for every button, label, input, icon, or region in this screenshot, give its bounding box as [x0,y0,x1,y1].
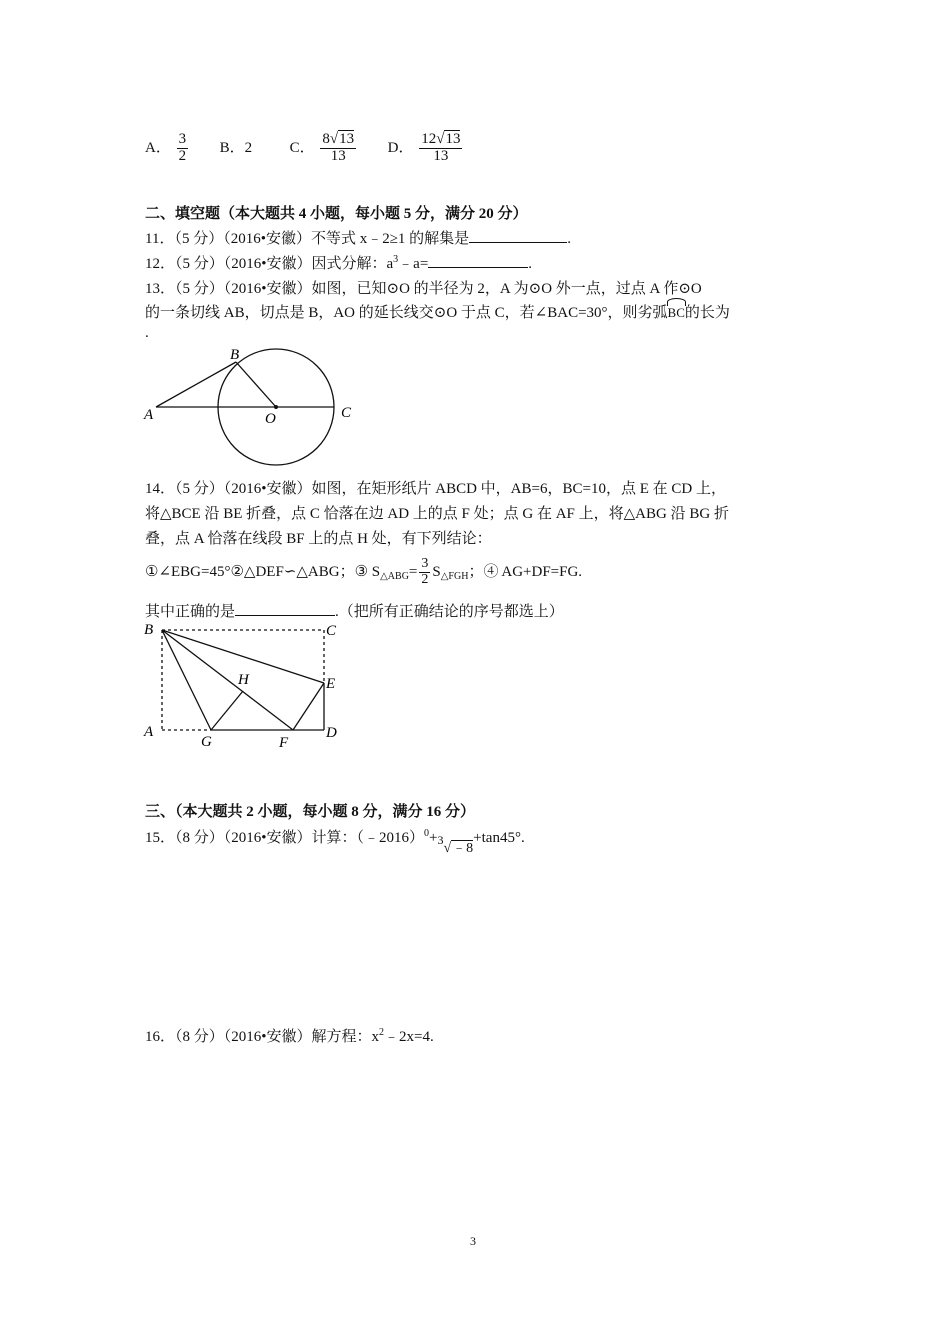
question-14-answer-line: 其中正确的是 .（把所有正确结论的序号都选上） [145,604,564,620]
label-c: C [326,623,337,639]
question-13-line-3: . [145,325,149,341]
question-16: 16．（8 分）（2016•安徽）解方程：$x^2﹣2x=4$. [145,1027,434,1045]
label-a: A [144,407,154,423]
label-f: F [279,735,289,751]
figure-13-circle-tangent [140,340,370,475]
answer-blank-14 [235,614,335,616]
label-e: E [326,676,336,692]
choice-d-fraction: $\frac{12√13}{13}$ [421,131,461,165]
label-b: B [144,622,154,638]
choice-c-fraction: $\frac{8√13}{13}$ [322,131,355,165]
choice-a-label: A． [145,140,171,156]
choice-b: B．2 [219,140,253,156]
segment-bg [162,630,211,730]
section-3-heading: 三、（本大题共 2 小题，每小题 8 分，满分 16 分） [145,804,476,820]
page-number: 3 [470,1234,476,1248]
figure-14-rectangle-fold [140,618,355,753]
answer-choices [145,126,464,170]
section-2-heading: 二、填空题（本大题共 4 小题，每小题 5 分，满分 20 分） [145,206,528,222]
tangent-ab [156,362,236,407]
label-g: G [201,734,212,750]
arc-bc: BC [668,301,685,321]
radius-ob [236,362,276,407]
question-12: 12．（5 分）（2016•安徽）因式分解：$a^3﹣a=$ . [145,254,533,272]
answer-blank-11 [469,241,567,243]
question-15: 15．（8 分）（2016•安徽）计算：（﹣2016）$^0$+3√﹣8+tan45°. [145,828,525,856]
label-c: C [341,405,352,421]
label-h: H [238,672,249,688]
fraction-three-halves: $\frac{3}{2}$ [421,556,429,588]
question-13-line-1: 13．（5 分）（2016•安徽）如图，已知⊙O 的半径为 2，A 为⊙O 外一点，过点 A 作⊙O [145,281,702,297]
label-o: O [265,411,276,427]
question-13-line-2: 的一条切线 AB，切点是 B，AO 的延长线交⊙O 于点 C，若∠BAC=30°，则劣弧 BC的长为 [145,301,730,322]
question-11: 11．（5 分）（2016•安徽）不等式 x﹣2≥1 的解集是 . [145,231,571,247]
segment-bf [162,630,293,730]
segment-fe [293,683,324,730]
center-o-dot [274,405,278,409]
label-d: D [326,725,337,741]
label-a: A [144,724,154,740]
choice-c-label: C． [289,140,315,156]
segment-gh [211,691,243,730]
question-14-line-3: 叠，点 A 恰落在线段 BF 上的点 H 处，有下列结论： [145,531,492,547]
answer-blank-12 [428,266,528,268]
cube-root: 3√﹣8 [437,833,474,856]
label-b: B [230,347,240,363]
question-14-conclusions: ①∠EBG=45°②△DEF∽△ABG；③ $S_{\triangle ABG}=$ $\frac{3}{2}$ $S_{\triangle FGH}$；④ AG+DF=FG. [145,556,583,588]
question-14-line-1: 14．（5 分）（2016•安徽）如图，在矩形纸片 ABCD 中，AB=6，BC=10，点 E 在 CD 上， [145,481,726,497]
choice-d-label: D． [387,140,414,156]
question-14-line-2: 将△BCE 沿 BE 折叠，点 C 恰落在边 AD 上的点 F 处；点 G 在 AF 上，将△ABG 沿 BG 折 [145,506,729,522]
choice-a-fraction: $\frac{3}{2}$ [178,131,187,165]
